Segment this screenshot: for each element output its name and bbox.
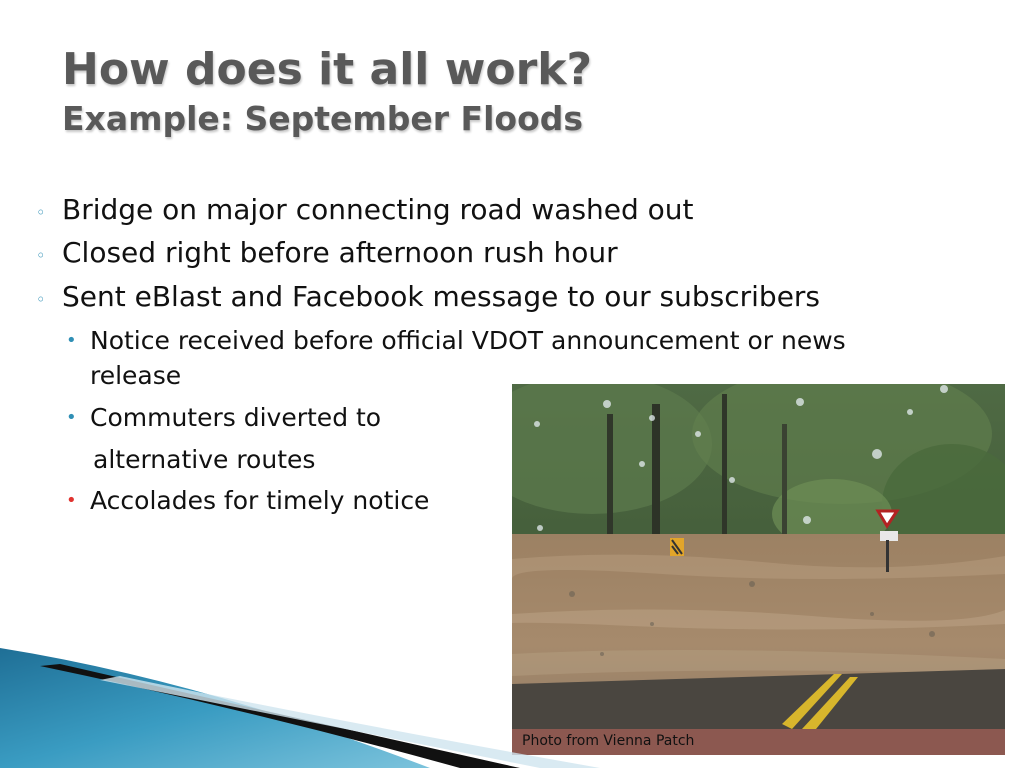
bullet-text: Closed right before afternoon rush hour xyxy=(62,236,618,269)
sub-bullet-continuation xyxy=(93,442,315,477)
bullet-text: Sent eBlast and Facebook message to our subscribers xyxy=(62,280,821,313)
bullet-item xyxy=(36,280,821,313)
ring-bullet-icon: ◦ xyxy=(36,290,46,309)
photo-caption: Photo from Vienna Patch xyxy=(522,733,695,749)
sub-bullet-text: Commuters diverted to xyxy=(90,403,382,432)
slide-title xyxy=(62,44,593,138)
title-subtitle: Example: September Floods xyxy=(62,99,584,138)
sub-bullet-continuation xyxy=(90,358,181,393)
dot-bullet-icon: • xyxy=(66,330,77,351)
decorative-swoosh xyxy=(0,640,700,768)
sub-bullet-item xyxy=(66,400,382,435)
sub-bullet-item xyxy=(66,483,430,518)
bullet-text: Bridge on major connecting road washed out xyxy=(62,193,694,226)
sub-bullet-text: release xyxy=(90,361,182,390)
bullet-item xyxy=(36,236,618,269)
title-main: How does it all work? xyxy=(62,44,593,95)
ring-bullet-icon: ◦ xyxy=(36,246,46,265)
sub-bullet-text: alternative routes xyxy=(93,445,316,474)
dot-bullet-icon: • xyxy=(66,407,77,428)
sub-bullet-item xyxy=(66,323,846,358)
ring-bullet-icon: ◦ xyxy=(36,203,46,222)
bullet-item xyxy=(36,193,694,226)
sub-bullet-text: Accolades for timely notice xyxy=(90,486,430,515)
dot-bullet-icon: • xyxy=(66,490,77,511)
sub-bullet-text: Notice received before official VDOT announcement or news xyxy=(90,326,846,355)
